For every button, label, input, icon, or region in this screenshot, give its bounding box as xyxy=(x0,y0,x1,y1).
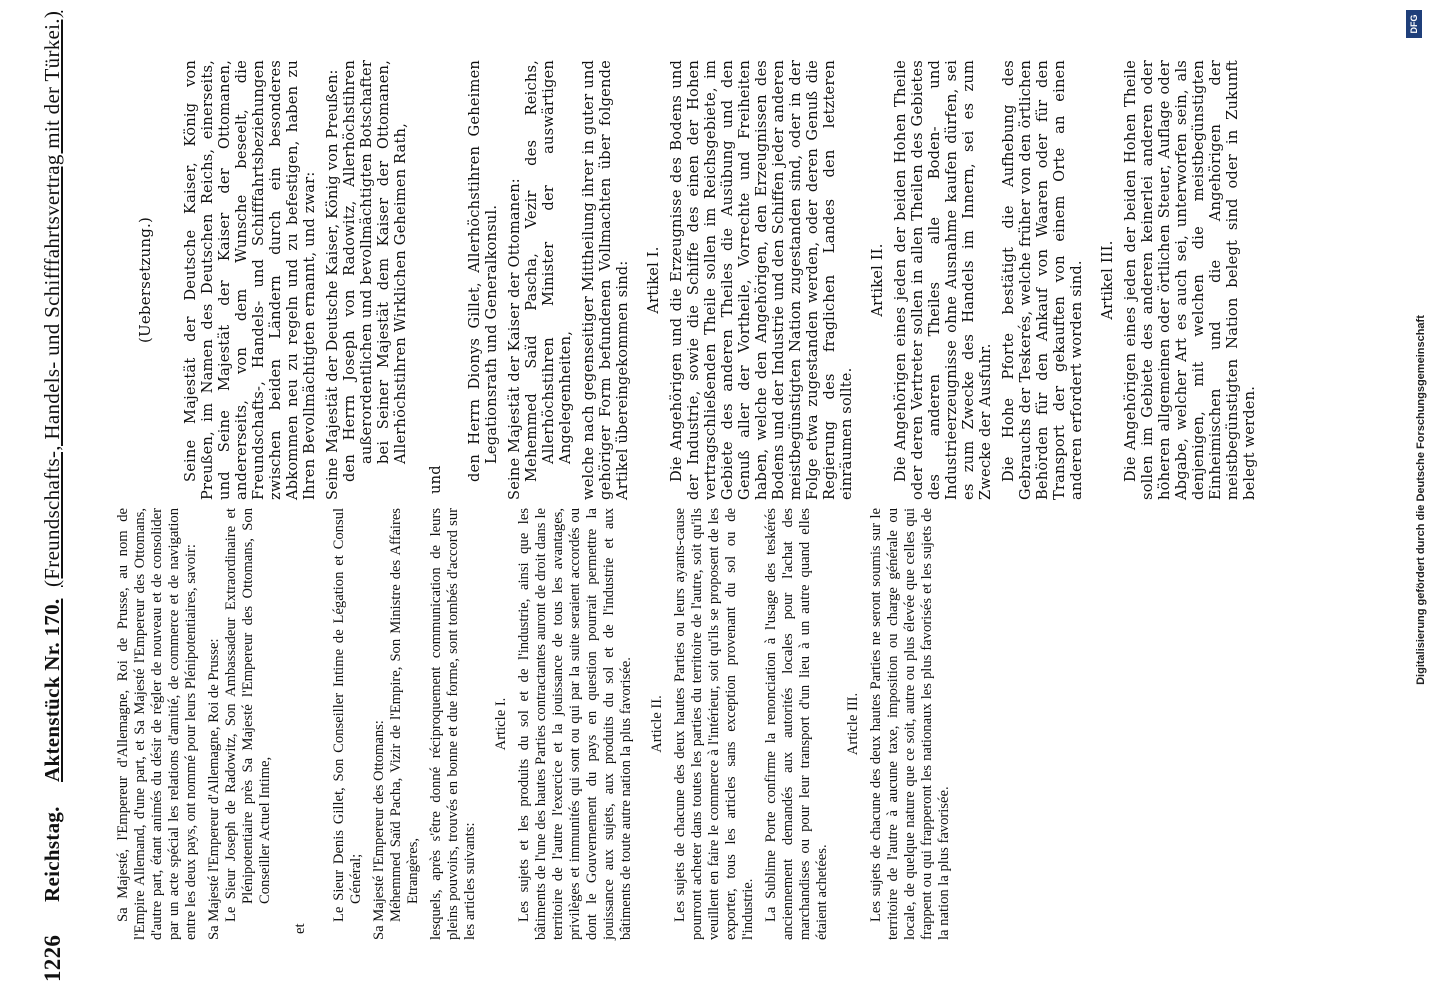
article3-text-de: Die Angehörigen eines jeden der beiden Hohen Theile sollen im Gebiete des anderen keinerlei anderen oder höheren allgemeinen oder örtlichen Steuer, Auflage oder Abgabe, welcher Art es auch sei, unterworfen sein, als denjenigen, mit welchen die meistbegünstigten Einheimischen und die Angehörigen der meistbegünstigten Nation belegt sind oder in Zukunft belegt werden. xyxy=(1122,60,1258,500)
article2-text1-fr: Les sujets de chacune des deux hautes Parties ou leurs ayants-cause pourront acheter dans toutes les parties du territoire de l'autre, soit qu'ils veuillent en faire le commerce à l'intérieur, soit qu'ils se proposent de les exporter, tous les articles sans exception provenant du sol ou de l'industrie. xyxy=(672,508,756,940)
article1-heading-de: Artikel I. xyxy=(645,246,662,314)
article2-text2-fr: La Sublime Porte confirme la renonciation à l'usage des teskérés anciennement demandés aux autorités locales pour l'achat des marchandises ou pour leur transport d'un lieu à un autre quand elles étaient achetées. xyxy=(763,508,830,940)
closing-fr: lesquels, après s'être donné réciproquement communication de leurs pleins pouvoirs, trouvés en bonne et due forme, sont tombés d'accord sur les articles suivants: xyxy=(428,508,478,940)
preamble-de: Seine Majestät der Deutsche Kaiser, König von Preußen, im Namen des Deutschen Reichs, einerseits, und Seine Majestät der Kaiser der Ottomanen, andererseits, von dem Wunsche beseelt, die Freundschafts-, Handels- und Schifffahrtsbeziehungen zwischen beiden Ländern durch ein besonderes Abkommen neu zu regeln und zu befestigen, haben zu Ihren Bevollmächtigten ernannt, und zwar: xyxy=(182,60,318,500)
party3-detail-de: Mehemmed Saïd Pascha, Vezir des Reichs, Allerhöchstihren Minister der auswärtigen Angelegenheiten, xyxy=(523,60,574,482)
party1-detail-fr: Le Sieur Joseph de Radowitz, Son Ambassadeur Extraordinaire et Plénipotentiaire près Sa Majesté l'Empereur des Ottomans, Son Conseiller Actuel Intime, xyxy=(223,508,273,922)
article3-heading-de: Artikel III. xyxy=(1099,240,1116,320)
party3-detail-fr: Méhemmed Saïd Pacha, Vizir de l'Empire, Son Ministre des Affaires Etrangères, xyxy=(388,508,421,922)
closing-de: welche nach gegenseitiger Mittheilung ihrer in guter und gehöriger Form befundenen Vollmachten über folgende Artikel übereingekommen sind: xyxy=(580,60,631,500)
conjunction-de: und xyxy=(427,465,444,494)
dfg-logo-icon: DFG xyxy=(1406,10,1422,38)
party3-head-de: Seine Majestät der Kaiser der Ottomanen: xyxy=(506,178,523,500)
preamble-fr: Sa Majesté, l'Empereur d'Allemagne, Roi de Prusse, au nom de l'Empire Allemand, d'une part, et Sa Majesté l'Empereur des Ottomans, d'autre part, étant animés du désir de régler de nouveau et de consolider par un acte spécial les relations d'amitié, de commerce et de navigation entre les deux pays, ont nommé pour leurs Plénipotentiaires, savoir: xyxy=(115,508,199,940)
page-header xyxy=(34,10,74,982)
article2-text2-de: Die Hohe Pforte bestätigt die Aufhebung des Gebrauchs der Teskerés, welche früher von den örtlichen Behörden für den Ankauf von Waaren oder für den Transport der gekauften von einem Orte an einen anderen erfordert worden sind. xyxy=(1000,60,1085,500)
translation-heading: (Uebersetzung.) xyxy=(136,216,154,344)
article1-heading-fr: Article I. xyxy=(493,697,509,751)
page-number: 1226 xyxy=(40,934,65,982)
conjunction-fr: et xyxy=(292,923,308,934)
french-column xyxy=(115,508,959,940)
party3-head-fr: Sa Majesté l'Empereur des Ottomans: xyxy=(371,720,387,940)
party2-detail-fr: Le Sieur Denis Gillet, Son Conseiller Intime de Légation et Consul Général; xyxy=(331,508,364,922)
article3-text-fr: Les sujets de chacune des deux hautes Parties ne seront soumis sur le territoire de l'autre à aucune taxe, imposition ou charge générale ou locale, de quelque nature que ce soit, autre ou plus élevée que celles qui frappent ou qui frapperont les nationaux les plus favorisés et les sujets de la nation la plus favorisée. xyxy=(868,508,952,940)
aktenstueck-label: Aktenstück Nr. 170. xyxy=(40,598,64,782)
article1-text-fr: Les sujets et les produits du sol et de l'industrie, ainsi que les bâtiments de l'une des hautes Parties contractantes auront de droit dans le territoire de l'autre l'exercice et la jouissance de tous les avantages, privilèges et immunités qui sont ou qui par la suite seraient accordés ou dont le Gouvernement du pays en question pourrait permettre la jouissance aux sujets, aux produits du sol et de l'industrie et aux bâtiments de toute autre nation la plus favorisée. xyxy=(516,508,634,940)
party2-detail-de: den Herrn Dionys Gillet, Allerhöchstihren Geheimen Legationsrath und Generalkonsul. xyxy=(466,60,500,482)
party1-head-de: Seine Majestät der Deutsche Kaiser, König von Preußen: xyxy=(324,69,341,500)
article2-heading-de: Artikel II. xyxy=(869,243,886,317)
digitization-credit: Digitalisierung gefördert durch die Deutsche Forschungsgemeinschaft xyxy=(1415,315,1427,685)
german-column xyxy=(115,60,1264,500)
article3-heading-fr: Article III. xyxy=(845,692,861,756)
party1-detail-de: den Herrn Joseph von Radowitz, Allerhöchstihren außerordentlichen und bevollmächtigten Botschafter bei Seiner Majestät dem Kaiser der Ottomanen, Allerhöchstihren Wirklichen Geheimen Rath, xyxy=(341,60,409,482)
document-title: (Freundschafts-, Handels- und Schifffahrtsvertrag mit der Türkei.) xyxy=(40,10,64,587)
article1-text-de: Die Angehörigen und die Erzeugnisse des Bodens und der Industrie, sowie die Schiffe des einen der Hohen vertragschließenden Theile sollen im Reichsgebiete, im Gebiete des anderen Theiles die Ausübung und den Genuß aller der Vortheile, Vorrechte und Freiheiten haben, welche den Angehörigen, den Erzeugnissen des Bodens und der Industrie und den Schiffen jeder anderen meistbegünstigten Nation zugestanden sind, oder in der Folge etwa zugestanden werden, oder deren Genuß die Regierung des fraglichen Landes den letzteren einräumen sollte. xyxy=(668,60,855,500)
party1-head-fr: Sa Majesté l'Empereur d'Allemagne, Roi de Prusse: xyxy=(206,638,222,940)
article2-text1-de: Die Angehörigen eines jeden der beiden Hohen Theile oder deren Vertreter sollen in allen Theilen des Gebietes des anderen Theiles alle Boden- und Industrieerzeugnisse ohne Ausnahme kaufen dürfen, sei es zum Zwecke des Handels im Innern, sei es zum Zwecke der Ausfuhr. xyxy=(892,60,994,500)
article2-heading-fr: Article II. xyxy=(649,695,665,753)
reichstag-label: Reichstag. xyxy=(40,806,64,902)
